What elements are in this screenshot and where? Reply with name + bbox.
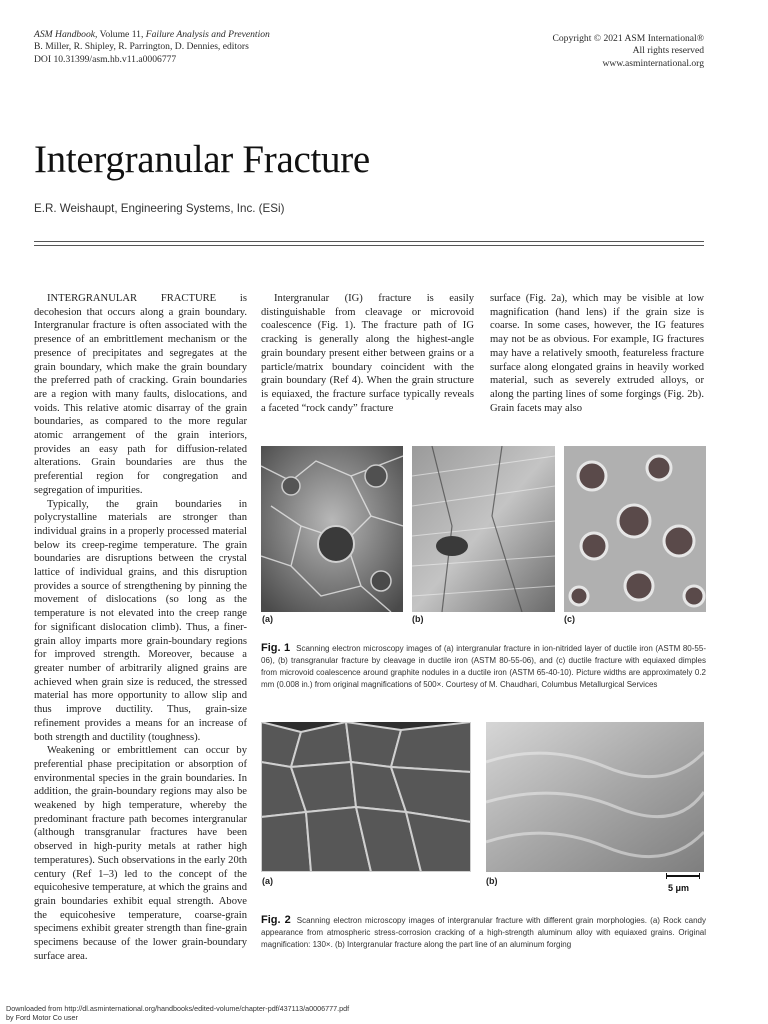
doi-line: DOI 10.31399/asm.hb.v11.a0006777	[34, 53, 177, 65]
paragraph: surface (Fig. 2a), which may be visible at low magnification (hand lens) if the grain size is coarse. In some cases, however, the IG features may not be as obvious. For example, IG fractures may have a relatively smooth, featureless fracture surface along elongated grains in heavily worked material, such as severely extruded alloys, or along the parting lines of some forgings (Fig. 2b). Grain facets may also	[490, 293, 704, 414]
article-title: Intergranular Fracture	[34, 138, 370, 181]
handbook-line	[34, 29, 270, 41]
fig1a-label: (a)	[262, 614, 273, 624]
fig1-caption-text: Scanning electron microscopy images of (a) intergranular fracture in ion-nitrided layer of ductile iron (ASTM 80-55-06), (b) transgranular fracture by cleavage in ductile iron (ASTM 80-55-06), and (c) ductile fracture with equiaxed dimples from microvoid coalescence around graphite nodules in a ductile iron (ASTM 65-40-10). Picture widths are approximately 0.2 mm (0.008 in.) from original magnifications of 500×. Courtesy of M. Chaudhari, Columbus Metallurgical Services	[261, 644, 706, 689]
copyright-line: Copyright © 2021 ASM International®	[552, 33, 704, 44]
website-link[interactable]: www.asminternational.org	[602, 57, 704, 69]
scale-bar	[666, 873, 700, 879]
fig1b-label: (b)	[412, 614, 424, 624]
fig2a-label: (a)	[262, 876, 273, 886]
fig1a-sem-image	[261, 446, 403, 612]
fig1-label: Fig. 1	[261, 642, 291, 654]
body-column-1	[34, 292, 247, 963]
fig1b-sem-image	[412, 446, 555, 612]
download-user: by Ford Motor Co user	[6, 1013, 78, 1022]
paragraph: Weakening or embrittlement can occur by preferential phase precipitation or absorption of environmental species in the grain boundaries. In addition, the grain-boundary regions may also be weakened by high temperature, whereby the predominant fracture path becomes intergranular (although transgranular fractures have been observed in high-purity metals at rather high temperatures). Such observations in the early 20th century (Ref 1–3) led to the concept of the equicohesive temperature, at which the grains and grain boundaries exhibit equal strength. Above the equicohesive temperature, coarse-grain specimens exhibit greater strength than fine-grain specimens because of the lower grain-boundary surface area.	[34, 745, 247, 962]
fig2b-label: (b)	[486, 876, 498, 886]
scale-bar-label: 5 μm	[668, 883, 690, 893]
body-column-3	[490, 292, 704, 415]
fig2b-sem-image	[486, 722, 704, 872]
paragraph: Intergranular (IG) fracture is easily distinguishable from cleavage or microvoid coalescence (Fig. 1). The fracture path of IG cracking is generally along the highest-angle grain boundary present either between grains or a particle/matrix boundary coincident with the grain boundary (Ref 4). When the grain structure is equiaxed, the fracture surface typically reveals a faceted “rock candy” fracture	[261, 293, 474, 414]
body-column-2	[261, 292, 474, 415]
volume-text: , Volume 11,	[95, 29, 146, 40]
download-url[interactable]: Downloaded from http://dl.asminternational.org/handbooks/edited-volume/chapter-pdf/437113/a0006777.pdf	[6, 1004, 350, 1013]
editors-line: B. Miller, R. Shipley, R. Parrington, D. Dennies, editors	[34, 41, 249, 53]
title-rule-bottom	[34, 245, 704, 246]
fig2a-sem-image	[261, 722, 471, 872]
fig1c-sem-image	[564, 446, 706, 612]
handbook-name: ASM Handbook	[34, 29, 96, 40]
fig1-caption	[261, 642, 706, 691]
paragraph: Typically, the grain boundaries in polycrystalline materials are stronger than individual grains in a properly processed material below its creep-regime temperature. The grain boundaries are disruptions between the crystal lattice of individual grains, and this disruption provides a source of strengthening by pinning the movement of dislocations (so long as the temperature is not elevated into the creep range for significant dislocation climb). Thus, a finer-grain alloy imparts more grain-boundary regions for improved strength. Moreover, because a greater number of arbitrarily aligned grains are achieved when grain size is reduced, the stressed material has more opportunity to allow slip and thus improve ductility. Thus, grain-size refinement provides a means for an increase of both strength and ductility (toughness).	[34, 498, 247, 743]
paragraph: INTERGRANULAR FRACTURE is decohesion that occurs along a grain boundary. Intergranular fracture is often associated with the presence of an embrittlement mechanism or the presence of precipitates and segregates at the grain boundary, which make the grain boundary the preferred path of cracking. Grain boundaries are a region with many faults, dislocations, and voids. This relative atomic disarray of the grain boundaries, as compared to the more regular atomic arrangement of the grain interiors, provides an easy path for diffusion-related alterations. Grain boundaries are thus the preferential region for congregation and segregation of impurities.	[34, 293, 247, 496]
volume-title: Failure Analysis and Prevention	[145, 29, 270, 40]
header-citation	[34, 29, 270, 66]
rights-line: All rights reserved	[632, 45, 704, 57]
fig2-caption	[261, 914, 706, 951]
fig2-caption-text: Scanning electron microscopy images of intergranular fracture with different grain morphologies. (a) Rock candy appearance from atmospheric stress-corrosion cracking of a high-strength aluminum alloy with equiaxed grains. Original magnification: 130×. (b) Intergranular fracture along the part line of an aluminum forging	[261, 916, 706, 949]
fig2-label: Fig. 2	[261, 914, 291, 926]
download-footer	[6, 1004, 349, 1022]
title-rule-top	[34, 241, 704, 242]
header-copyright	[552, 33, 704, 70]
article-author: E.R. Weishaupt, Engineering Systems, Inc. (ESi)	[34, 202, 285, 215]
fig1c-label: (c)	[564, 614, 575, 624]
